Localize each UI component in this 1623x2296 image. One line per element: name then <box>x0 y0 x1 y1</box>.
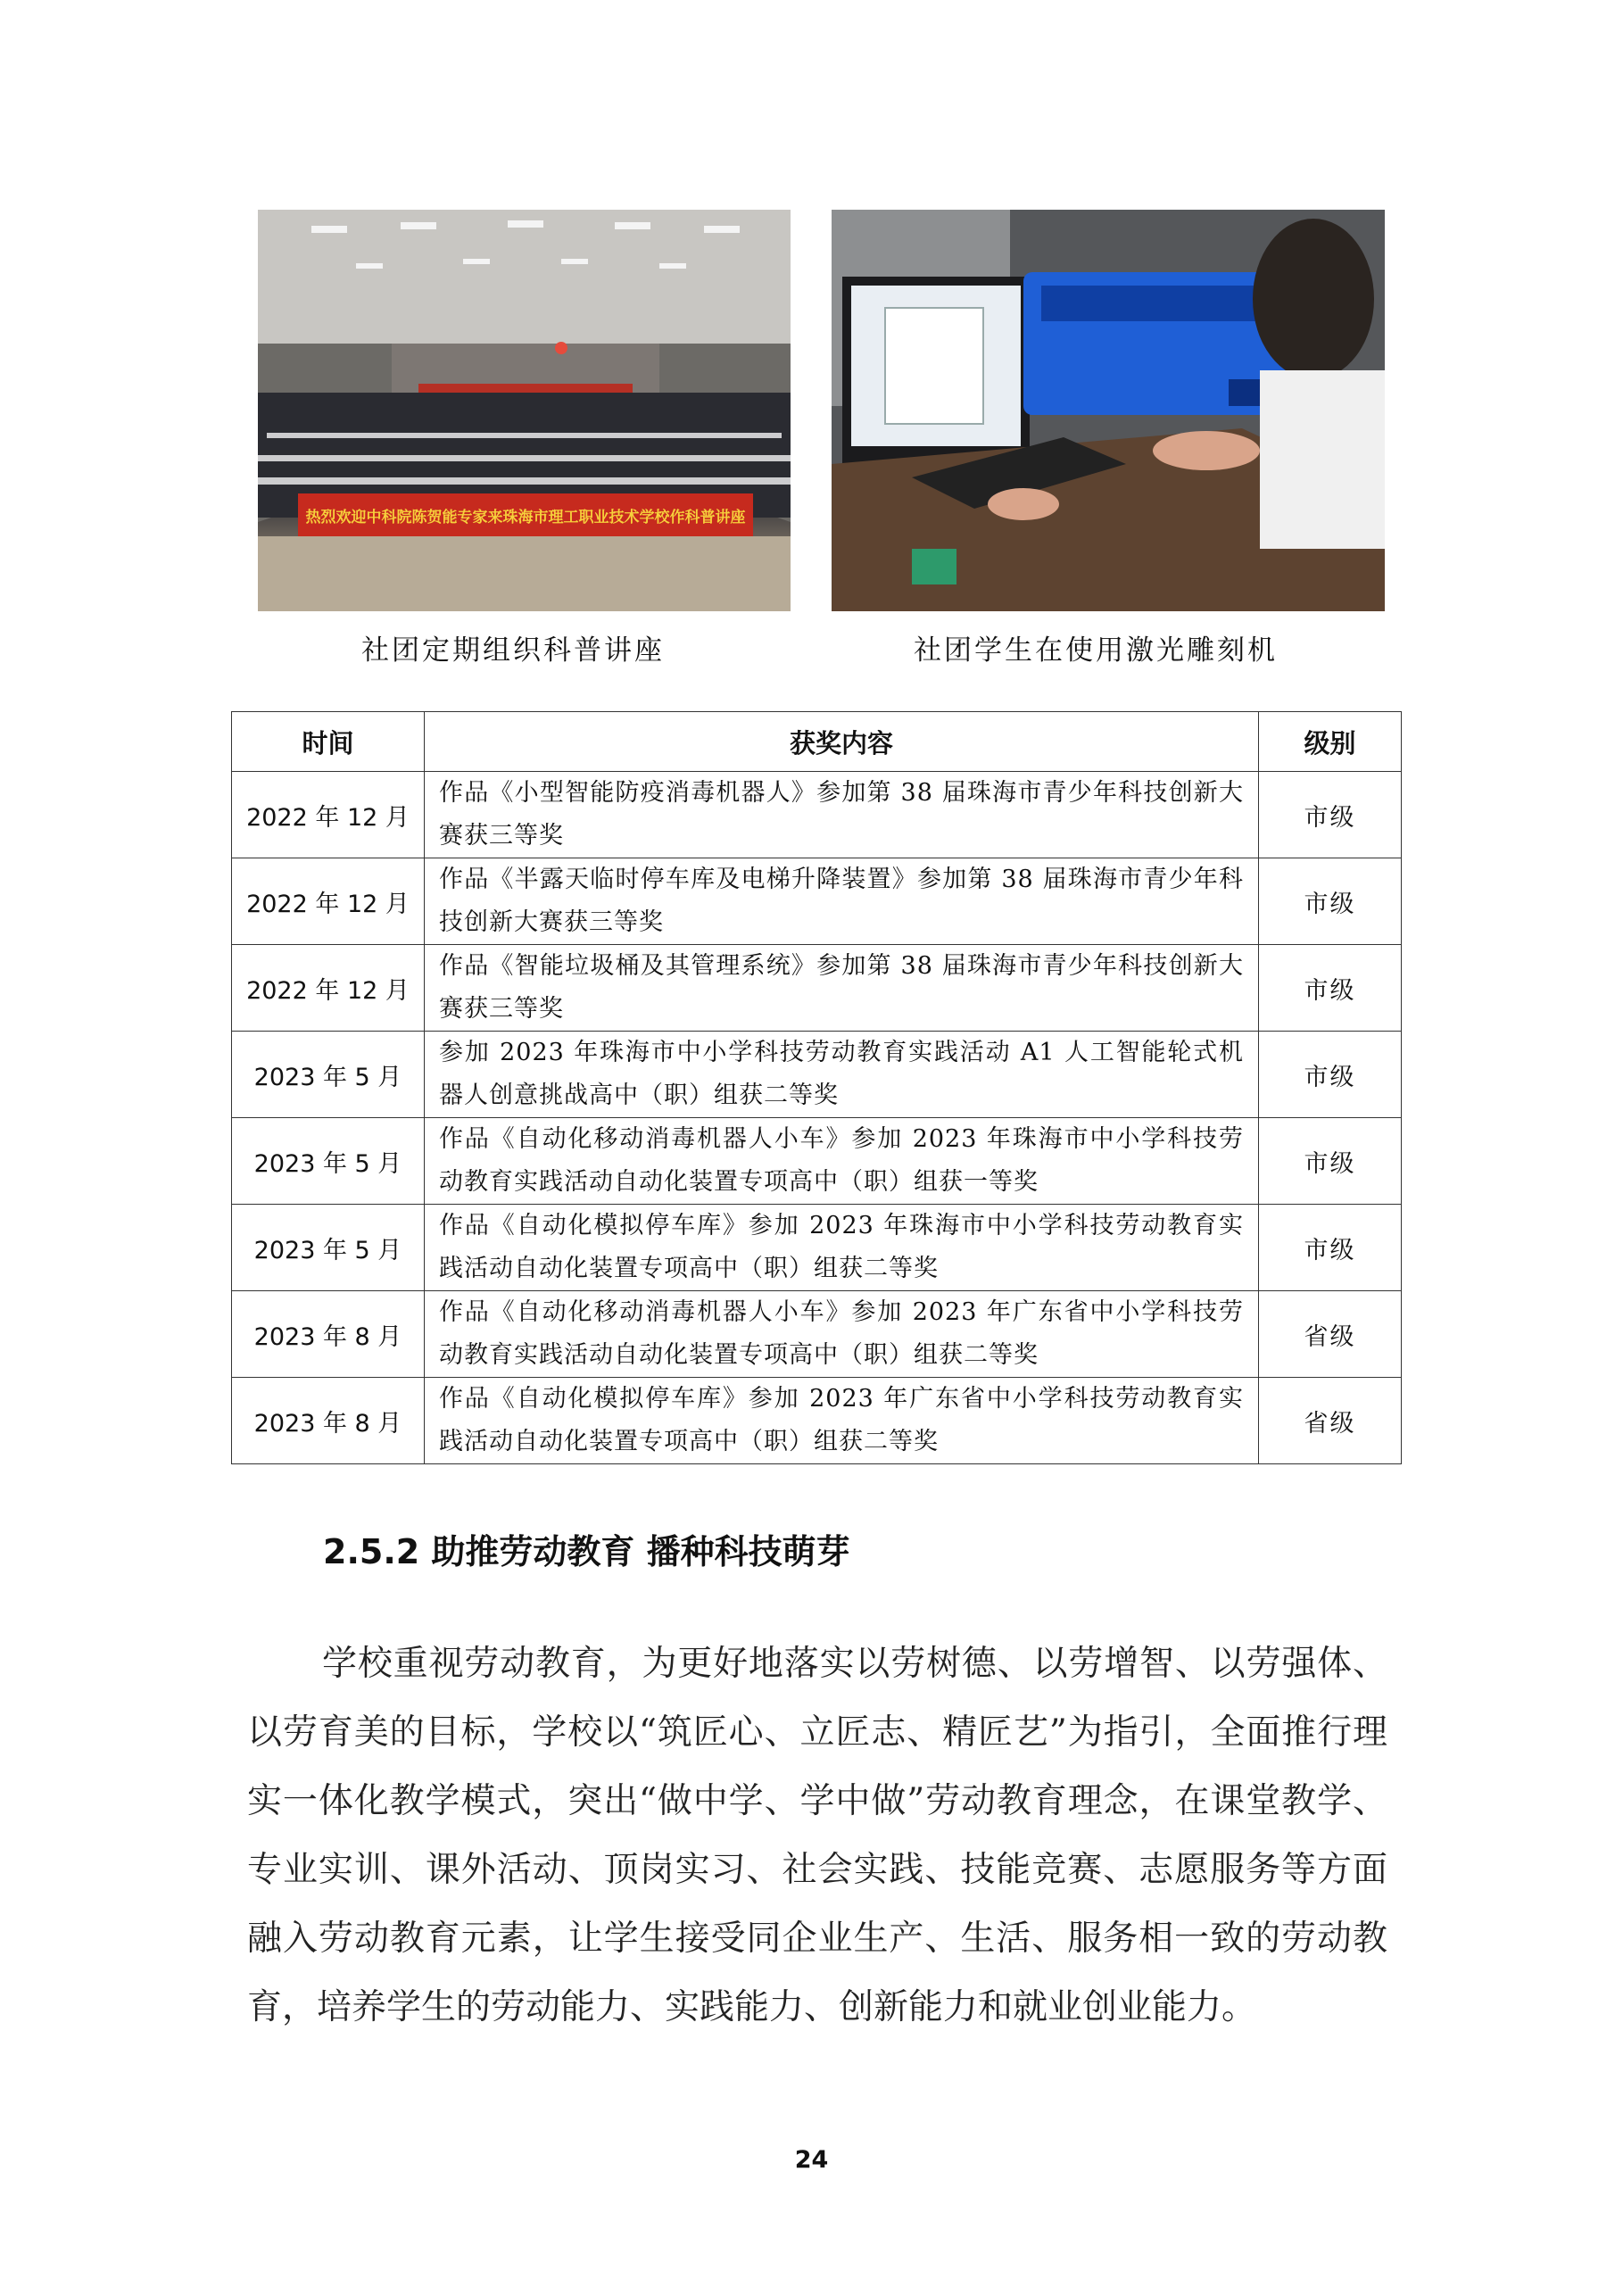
cell-time: 2023 年 5 月 <box>232 1205 425 1291</box>
caption-laser-engraver: 社团学生在使用激光雕刻机 <box>914 634 1278 667</box>
lecture-hall-illustration <box>258 210 791 611</box>
cell-time: 2023 年 5 月 <box>232 1032 425 1118</box>
cell-level: 市级 <box>1259 1032 1402 1118</box>
lecture-hall-photo <box>258 210 791 611</box>
cell-content: 作品《自动化移动消毒机器人小车》参加 2023 年珠海市中小学科技劳动教育实践活动自动化装置专项高中（职）组获一等奖 <box>425 1118 1259 1205</box>
table-row <box>232 945 1402 1032</box>
header-content: 获奖内容 <box>425 712 1259 772</box>
cell-level: 市级 <box>1259 1205 1402 1291</box>
cell-content: 作品《自动化移动消毒机器人小车》参加 2023 年广东省中小学科技劳动教育实践活动自动化装置专项高中（职）组获二等奖 <box>425 1291 1259 1378</box>
table-row <box>232 1291 1402 1378</box>
section-heading: 2.5.2 助推劳动教育 播种科技萌芽 <box>323 1532 850 1571</box>
cell-time: 2023 年 8 月 <box>232 1291 425 1378</box>
banner-text: 热烈欢迎中科院陈贺能专家来珠海市理工职业技术学校作科普讲座 <box>305 509 746 526</box>
cell-level: 市级 <box>1259 858 1402 945</box>
cell-time: 2022 年 12 月 <box>232 858 425 945</box>
cell-content: 作品《小型智能防疫消毒机器人》参加第 38 届珠海市青少年科技创新大赛获三等奖 <box>425 772 1259 858</box>
cell-content: 作品《自动化模拟停车库》参加 2023 年广东省中小学科技劳动教育实践活动自动化装置专项高中（职）组获二等奖 <box>425 1378 1259 1464</box>
cell-content: 作品《半露天临时停车库及电梯升降装置》参加第 38 届珠海市青少年科技创新大赛获三等奖 <box>425 858 1259 945</box>
cell-time: 2022 年 12 月 <box>232 772 425 858</box>
table-row <box>232 858 1402 945</box>
cell-content: 作品《智能垃圾桶及其管理系统》参加第 38 届珠海市青少年科技创新大赛获三等奖 <box>425 945 1259 1032</box>
cell-time: 2022 年 12 月 <box>232 945 425 1032</box>
table-row <box>232 1032 1402 1118</box>
caption-lecture: 社团定期组织科普讲座 <box>361 634 665 667</box>
table-header-row <box>232 712 1402 772</box>
cell-time: 2023 年 8 月 <box>232 1378 425 1464</box>
cell-level: 市级 <box>1259 1118 1402 1205</box>
table-row <box>232 1205 1402 1291</box>
header-time: 时间 <box>232 712 425 772</box>
cell-level: 省级 <box>1259 1291 1402 1378</box>
laser-engraver-illustration <box>832 210 1385 611</box>
cell-content: 作品《自动化模拟停车库》参加 2023 年珠海市中小学科技劳动教育实践活动自动化装置专项高中（职）组获二等奖 <box>425 1205 1259 1291</box>
awards-table <box>231 711 1402 1464</box>
body-paragraph: 学校重视劳动教育，为更好地落实以劳树德、以劳增智、以劳强体、以劳育美的目标，学校以“筑匠心、立匠志、精匠艺”为指引，全面推行理实一体化教学模式，突出“做中学、学中做”劳动教育理念，在课堂教学、专业实训、课外活动、顶岗实习、社会实践、技能竞赛、志愿服务等方面融入劳动教育元素，让学生接受同企业生产、生活、服务相一致的劳动教育，培养学生的劳动能力、实践能力、创新能力和就业创业能力。 <box>247 1644 1387 2027</box>
header-level: 级别 <box>1259 712 1402 772</box>
cell-level: 省级 <box>1259 1378 1402 1464</box>
table-row <box>232 1378 1402 1464</box>
cell-content: 参加 2023 年珠海市中小学科技劳动教育实践活动 A1 人工智能轮式机器人创意挑战高中（职）组获二等奖 <box>425 1032 1259 1118</box>
page-number: 24 <box>794 2146 829 2174</box>
cell-level: 市级 <box>1259 945 1402 1032</box>
table-row <box>232 772 1402 858</box>
cell-time: 2023 年 5 月 <box>232 1118 425 1205</box>
laser-engraver-photo <box>832 210 1385 611</box>
table-row <box>232 1118 1402 1205</box>
cell-level: 市级 <box>1259 772 1402 858</box>
